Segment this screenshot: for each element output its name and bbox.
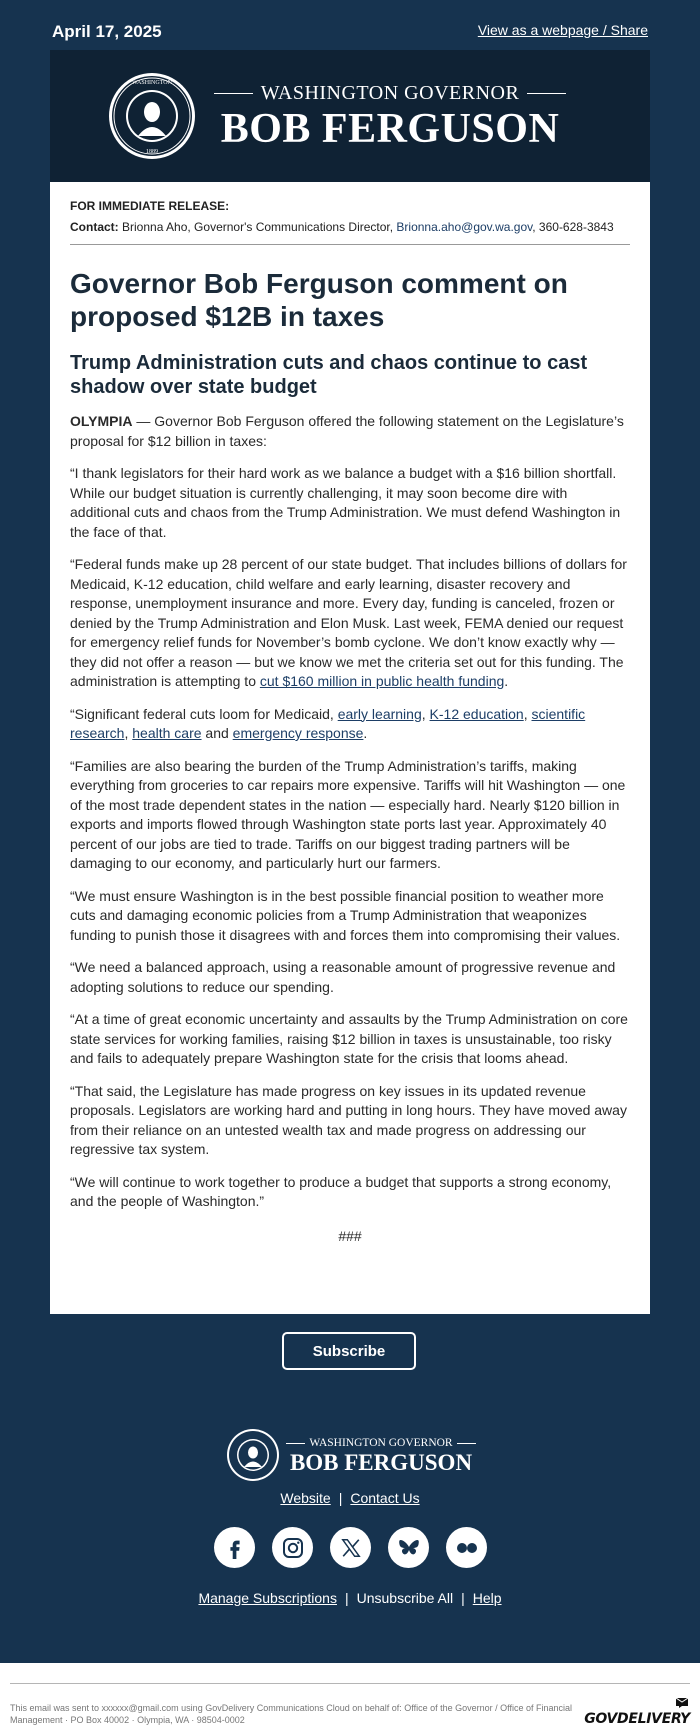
view-as-webpage-link[interactable]: View as a webpage / Share	[477, 22, 648, 38]
paragraph-6: “We must ensure Washington is in the best possible financial position to weather more cuts and damaging economic policies from a Trump Administration that weaponizes funding to punish those it disagrees with and forces them into compromising their values.	[70, 887, 621, 943]
paragraph-2: “I thank legislators for their hard work as we balance a budget with a $16 billion shortfall. While our budget situation is currently challenging, it may soon become dire with additional cuts and chaos from the Trump Administration. We must defend Washington in the face of that.	[70, 465, 621, 540]
facebook-icon[interactable]	[214, 1527, 255, 1568]
email-card	[50, 50, 650, 1314]
footer-logo-line2: BOB FERGUSON	[289, 1450, 473, 1475]
divider	[70, 244, 630, 245]
article-subtitle: Trump Administration cuts and chaos continue to cast shadow over state budget	[70, 352, 588, 398]
manage-subscriptions-link[interactable]: Manage Subscriptions	[198, 1590, 337, 1606]
k12-education-link[interactable]: K-12 education	[429, 705, 524, 722]
footer-logo	[226, 1428, 476, 1484]
paragraph-3-text: “Federal funds make up 28 percent of our state budget. That includes billions of dollars for Medicaid, K-12 education, child welfare and early learning, disaster recovery and response, unemployment insurance and more. Every day, funding is canceled, frozen or denied by the Trump Administration and Elon Musk. Last week, FEMA denied our request for emergency relief funds for November’s bomb cyclone. We don’t know exactly why — they did not offer a reason — but we know we met the criteria set out for this funding. The administration is attempting to	[70, 556, 627, 689]
email-date: April 17, 2025	[52, 22, 162, 41]
website-link[interactable]: Website	[280, 1490, 331, 1506]
separator: ,	[421, 705, 430, 722]
contact-label: Contact:	[70, 220, 119, 234]
separator: |	[344, 1590, 349, 1606]
top-bar	[0, 0, 700, 50]
separator: |	[338, 1490, 343, 1506]
banner-title-line1: WASHINGTON GOVERNOR	[214, 82, 566, 105]
divider	[10, 1683, 690, 1684]
health-care-link[interactable]: health care	[132, 725, 202, 741]
dateline: OLYMPIA	[70, 413, 133, 429]
bluesky-icon[interactable]	[388, 1527, 429, 1568]
press-release-content	[50, 199, 650, 1244]
contact-phone: , 360-628-3843	[532, 220, 614, 234]
subscribe-button[interactable]: Subscribe	[282, 1332, 416, 1370]
banner-title-line2: BOB FERGUSON	[220, 106, 560, 152]
separator: |	[461, 1590, 465, 1606]
govdelivery-footer	[0, 1663, 700, 1734]
paragraph-4	[70, 705, 630, 744]
govdelivery-logo[interactable]: GOVDELIVERY	[584, 1711, 690, 1727]
early-learning-link[interactable]: early learning	[337, 705, 422, 722]
scientific-research-link[interactable]: scientific research	[70, 705, 586, 741]
unsubscribe-all-link[interactable]: Unsubscribe All	[356, 1590, 454, 1606]
paragraph-3	[70, 555, 630, 692]
separator: and	[201, 725, 233, 741]
footer-seal-icon	[226, 1428, 280, 1482]
separator: ,	[523, 705, 532, 722]
public-health-funding-link[interactable]: cut $160 million in public health funding	[259, 673, 505, 689]
paragraph-5: “Families are also bearing the burden of the Trump Administration’s tariffs, making everything from groceries to car repairs more expensive. Tariffs will hit Washington — one of the most trade dependent states in the nation — especially hard. Nearly $120 billion in exports and imports flowed through Washington state ports last year. Approximately 40 percent of our jobs are tied to trade. Tariffs on our biggest trading partners will be damaging to our economy, and particularly hurt our farmers.	[70, 757, 626, 871]
svg-text:1889: 1889	[146, 149, 158, 155]
subscription-links	[0, 1590, 700, 1606]
paragraph-1	[70, 412, 630, 451]
paragraph-7: “We need a balanced approach, using a reasonable amount of progressive revenue and adopting solutions to reduce our spending.	[70, 959, 616, 995]
social-links	[214, 1527, 487, 1568]
instagram-icon[interactable]	[272, 1527, 313, 1568]
paragraph-3-end: .	[504, 673, 509, 689]
paragraph-9: “That said, the Legislature has made progress on key issues in its updated revenue proposals. Legislators are working hard and putting in long hours. They have moved away from their reliance on an untested wealth tax and made progress on addressing our regressive tax system.	[70, 1082, 627, 1157]
flickr-icon[interactable]	[446, 1527, 487, 1568]
paragraph-8: “At a time of great economic uncertainty and assaults by the Trump Administration on core state services for working families, raising $12 billion in taxes is unsustainable, too risky and fails to adequately prepare Washington state for the crisis that looms ahead.	[70, 1011, 628, 1066]
contact-email-link[interactable]: Brionna.aho@gov.wa.gov	[396, 220, 533, 234]
footer-links	[0, 1490, 700, 1506]
paragraph-4-text: “Significant federal cuts loom for Medicaid,	[70, 705, 338, 722]
governor-banner	[50, 50, 650, 182]
article-title: Governor Bob Ferguson comment on proposed $12B in taxes	[70, 268, 568, 332]
end-mark: ###	[338, 1227, 362, 1244]
contact-text: Brionna Aho, Governor's Communications Director,	[118, 220, 397, 234]
separator: ,	[124, 725, 133, 741]
paragraph-10: “We will continue to work together to produce a budget that supports a strong economy, and the people of Washington.”	[70, 1173, 612, 1209]
emergency-response-link[interactable]: emergency response	[232, 725, 364, 741]
paragraph-4-end: .	[363, 725, 368, 741]
state-seal-icon	[108, 72, 196, 160]
paragraph-1-text: — Governor Bob Ferguson offered the following statement on the Legislature’s proposal for $12 billion in taxes:	[70, 413, 624, 449]
release-label: FOR IMMEDIATE RELEASE:	[70, 199, 230, 213]
sent-to-notice: This email was sent to xxxxxx@gmail.com using GovDelivery Communications Cloud on behalf of: Office of the Governor / Office of Financial Management · PO Box 40002 · Olympia, WA · 98504-0002	[10, 1703, 573, 1725]
contact-us-link[interactable]: Contact Us	[350, 1490, 420, 1506]
mail-icon	[676, 1698, 688, 1708]
footer-logo-line1: WASHINGTON GOVERNOR	[286, 1437, 476, 1449]
contact-line	[70, 220, 630, 234]
help-link[interactable]: Help	[472, 1590, 502, 1606]
x-icon[interactable]	[330, 1527, 371, 1568]
svg-text:WASHINGTON: WASHINGTON	[132, 80, 172, 86]
